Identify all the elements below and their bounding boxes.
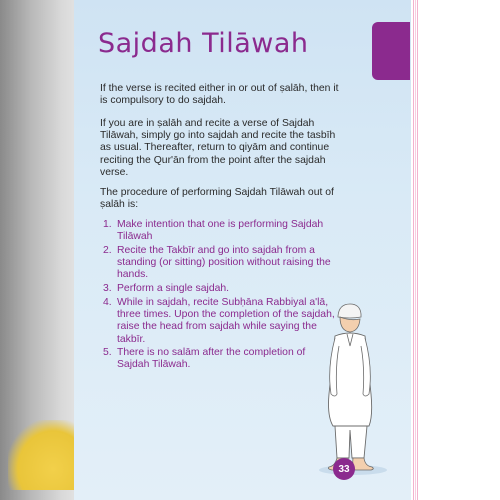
step-number: 1. [103, 219, 112, 230]
step-number: 5. [103, 347, 112, 358]
right-foot-icon [353, 458, 374, 470]
step-number: 3. [103, 283, 112, 294]
cap-icon [338, 304, 361, 318]
step-item [103, 283, 338, 296]
trousers-icon [335, 426, 367, 458]
step-item [103, 219, 338, 244]
step-text: There is no salām after the completion of Sajdah Tilāwah. [117, 347, 306, 371]
step-number: 2. [103, 245, 112, 256]
step-text: While in sajdah, recite Subḥāna Rabbiyal a'lā, three times. Upon the completion of the sajdah, raise the head from sajdah while saying the takbīr. [117, 297, 335, 345]
section-tab [372, 22, 438, 80]
spine-illustration [8, 420, 83, 490]
step-text: Recite the Takbīr and go into sajdah from a standing (or sitting) position without raising the hands. [117, 245, 331, 281]
procedure-steps [103, 219, 338, 372]
standing-man-illustration [305, 298, 400, 476]
step-text: Perform a single sajdah. [117, 283, 230, 294]
page-number-badge: 33 [333, 458, 355, 480]
paragraph-intro: If the verse is recited either in or out of ṣalāh, then it is compulsory to do sajdah. [100, 83, 339, 107]
head-icon [340, 317, 360, 332]
step-item [103, 297, 338, 346]
step-item [103, 347, 338, 371]
paragraph-in-salah: If you are in ṣalāh and recite a verse of Sajdah Tilāwah, simply go into sajdah and recite the tasbīh as usual. Thereafter, return to qiyām and continue reciting the Qur'ān from the point after the sajdah verse. [100, 118, 336, 178]
page-title: Sajdah Tilāwah [98, 28, 309, 59]
step-text: Make intention that one is performing Sajdah Tilāwah [117, 219, 324, 243]
section-tab-label: Fiqh [419, 33, 438, 69]
paragraph-procedure-intro: The procedure of performing Sajdah Tilāwah out of ṣalāh is: [100, 187, 334, 211]
step-number: 4. [103, 297, 112, 308]
step-item [103, 245, 338, 282]
